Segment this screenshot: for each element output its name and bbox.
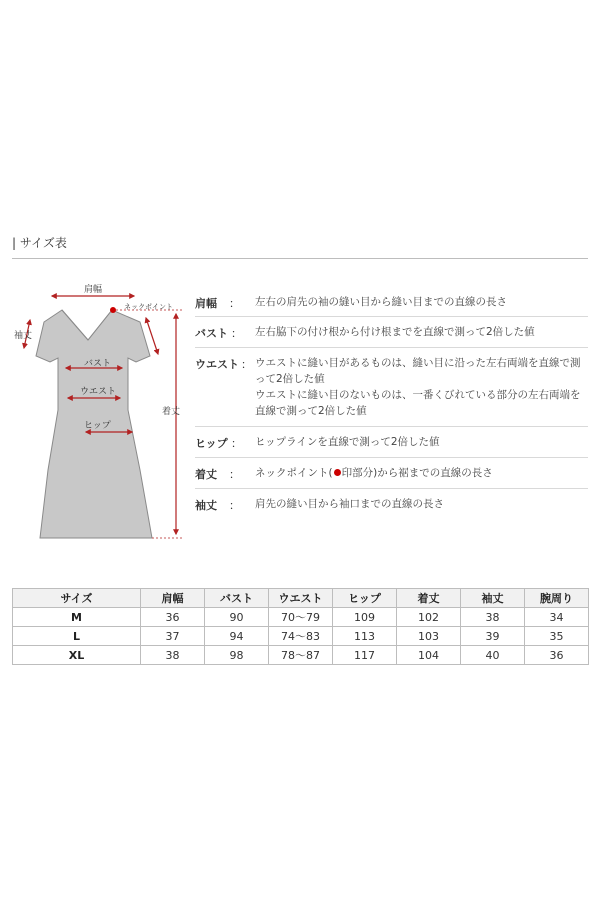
table-cell: 36 xyxy=(141,608,205,627)
red-dot-icon xyxy=(334,469,341,476)
definition-desc: ヒップラインを直線で測って2倍した値 xyxy=(255,436,440,448)
definition-row xyxy=(195,288,588,317)
column-header: ヒップ xyxy=(333,589,397,608)
table-cell: 38 xyxy=(461,608,525,627)
label-neck-point: ネックポイント xyxy=(124,303,173,311)
definition-term: 肩幅 xyxy=(195,297,217,310)
definition-term: ヒップ xyxy=(195,437,228,450)
column-header: サイズ xyxy=(13,589,141,608)
table-cell: 94 xyxy=(205,627,269,646)
table-cell: 70〜79 xyxy=(269,608,333,627)
column-header: バスト xyxy=(205,589,269,608)
table-cell: 37 xyxy=(141,627,205,646)
label-sleeve: 袖丈 xyxy=(14,331,33,341)
definition-colon: ： xyxy=(229,468,240,481)
dress-diagram xyxy=(0,270,200,560)
column-header: 袖丈 xyxy=(461,589,525,608)
definition-colon: ： xyxy=(231,327,242,340)
title-divider xyxy=(12,258,588,259)
definition-term: バスト xyxy=(195,327,228,340)
definition-colon: ： xyxy=(241,358,252,371)
definition-colon: ： xyxy=(229,499,240,512)
table-row xyxy=(13,627,589,646)
definition-desc: 左右の肩先の袖の縫い目から縫い目までの直線の長さ xyxy=(255,296,507,308)
measurement-definitions xyxy=(195,288,588,519)
table-cell: 103 xyxy=(397,627,461,646)
table-cell: 98 xyxy=(205,646,269,665)
table-cell: 74〜83 xyxy=(269,627,333,646)
definition-term: ウエスト xyxy=(195,358,239,371)
definition-desc: ウエストに縫い目のないものは、一番くびれている部分の左右両端を直線で測って2倍した値 xyxy=(255,389,581,417)
table-cell: 102 xyxy=(397,608,461,627)
definition-desc-post: 印部分)から裾までの直線の長さ xyxy=(341,467,493,479)
definition-row xyxy=(195,489,588,519)
label-waist: ウエスト xyxy=(80,387,117,397)
table-cell: 104 xyxy=(397,646,461,665)
table-cell: 40 xyxy=(461,646,525,665)
column-header: 着丈 xyxy=(397,589,461,608)
column-header: ウエスト xyxy=(269,589,333,608)
table-cell: 34 xyxy=(525,608,589,627)
definition-colon: ： xyxy=(231,437,242,450)
definition-colon: ： xyxy=(229,297,240,310)
neck-point-marker xyxy=(110,307,116,313)
label-length: 着丈 xyxy=(162,407,181,417)
definition-desc: ウエストに縫い目があるものは、縫い目に沿った左右両端を直線で測って2倍した値 xyxy=(255,357,581,385)
table-row xyxy=(13,608,589,627)
table-cell: 90 xyxy=(205,608,269,627)
label-bust: バスト xyxy=(84,359,112,369)
table-cell: 113 xyxy=(333,627,397,646)
definition-desc: 肩先の縫い目から袖口までの直線の長さ xyxy=(255,498,444,510)
table-header-row xyxy=(13,589,589,608)
definition-row xyxy=(195,427,588,458)
definition-desc-pre: ネックポイント( xyxy=(255,467,333,479)
definition-term: 着丈 xyxy=(195,468,217,481)
table-cell: 38 xyxy=(141,646,205,665)
table-cell: 39 xyxy=(461,627,525,646)
definition-row xyxy=(195,458,588,489)
table-cell: XL xyxy=(13,646,141,665)
definition-row xyxy=(195,317,588,348)
table-cell: 117 xyxy=(333,646,397,665)
size-table xyxy=(12,588,589,665)
section-title: | サイズ表 xyxy=(12,236,67,250)
label-shoulder: 肩幅 xyxy=(84,285,103,295)
table-cell: 35 xyxy=(525,627,589,646)
table-cell: 109 xyxy=(333,608,397,627)
table-cell: 78〜87 xyxy=(269,646,333,665)
definition-term: 袖丈 xyxy=(195,499,217,512)
definition-row xyxy=(195,348,588,427)
table-cell: L xyxy=(13,627,141,646)
column-header: 肩幅 xyxy=(141,589,205,608)
table-row xyxy=(13,646,589,665)
definition-desc: 左右脇下の付け根から付け根までを直線で測って2倍した値 xyxy=(255,326,535,338)
definition-desc xyxy=(255,465,588,481)
table-cell: M xyxy=(13,608,141,627)
label-hip: ヒップ xyxy=(84,421,111,431)
column-header: 腕周り xyxy=(525,589,589,608)
table-cell: 36 xyxy=(525,646,589,665)
